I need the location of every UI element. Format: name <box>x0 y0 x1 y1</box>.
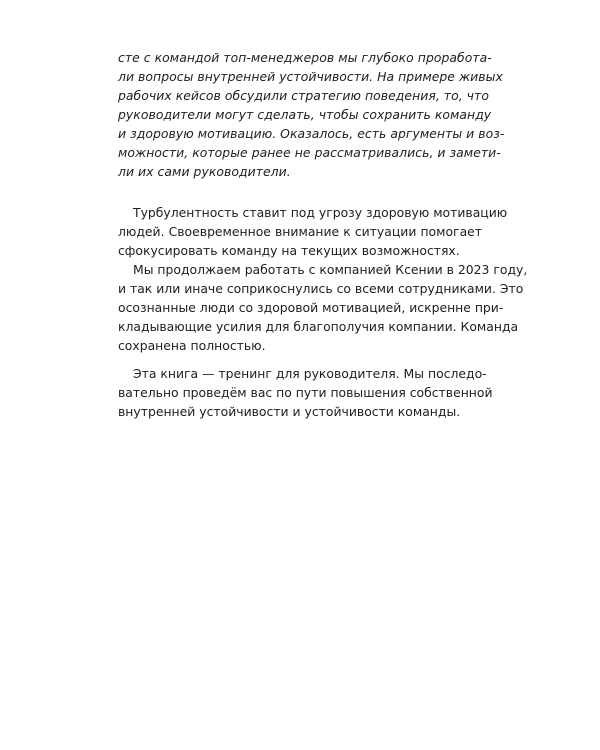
text-line: и так или иначе соприкоснулись со всеми сотрудниками. Это <box>118 281 524 296</box>
text-line: можности, которые ранее не рассматривались, и замети- <box>118 145 501 160</box>
body-paragraph-book-intro <box>118 364 493 421</box>
text-line: ли вопросы внутренней устойчивости. На примере живых <box>118 69 503 84</box>
body-paragraph-continuation <box>118 260 528 355</box>
text-line: Эта книга — тренинг для руководителя. Мы последо- <box>133 366 487 381</box>
text-line: ли их сами руководители. <box>118 164 291 179</box>
text-line: рабочих кейсов обсудили стратегию поведения, то, что <box>118 88 489 103</box>
text-line: сте с командой топ-менеджеров мы глубоко проработа- <box>118 50 492 65</box>
text-line: Турбулентность ставит под угрозу здоровую мотивацию <box>133 205 508 220</box>
body-paragraph-turbulence <box>118 203 508 260</box>
text-line: руководители могут сделать, чтобы сохранить команду <box>118 107 492 122</box>
text-line: кладывающие усилия для благополучия компании. Команда <box>118 319 519 334</box>
text-line: вательно проведём вас по пути повышения собственной <box>118 385 493 400</box>
text-line: осознанные люди со здоровой мотивацией, искренне при- <box>118 300 504 315</box>
text-line: людей. Своевременное внимание к ситуации помогает <box>118 224 482 239</box>
text-line: внутренней устойчивости и устойчивости команды. <box>118 404 461 419</box>
text-line: сфокусировать команду на текущих возможностях. <box>118 243 460 258</box>
italic-quote-paragraph <box>118 48 505 181</box>
text-line: и здоровую мотивацию. Оказалось, есть аргументы и воз- <box>118 126 505 141</box>
text-line: Мы продолжаем работать с компанией Ксении в 2023 году, <box>133 262 528 277</box>
text-line: сохранена полностью. <box>118 338 266 353</box>
